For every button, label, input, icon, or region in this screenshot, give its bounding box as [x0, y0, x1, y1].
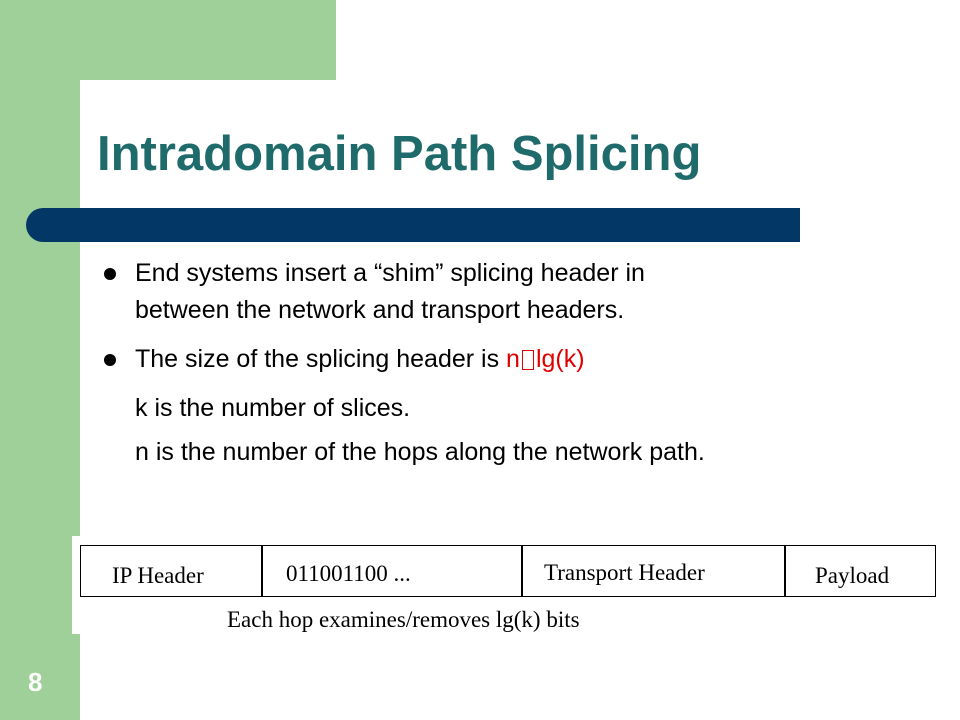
payload-cell — [785, 546, 935, 596]
title-underline-bar — [26, 208, 800, 242]
cell-label: IP Header — [112, 563, 204, 588]
splice-bits-cell — [262, 546, 521, 596]
slide-title: Intradomain Path Splicing — [97, 127, 702, 181]
diagram-left-mask — [72, 536, 80, 634]
diagram-caption: Each hop examines/removes lg(k) bits — [227, 607, 580, 632]
missing-glyph-box-icon — [522, 350, 534, 370]
bullet-line: between the network and transport headers. — [135, 296, 625, 324]
bullet-line — [135, 342, 585, 376]
cell-label: Transport Header — [544, 560, 705, 585]
bullet-dot-icon — [104, 268, 116, 280]
bullet-line: End systems insert a “shim” splicing header in — [135, 259, 645, 287]
transport-header-cell — [522, 546, 784, 596]
left-green-band — [0, 0, 80, 720]
slide-number: 8 — [28, 667, 43, 697]
top-green-block — [0, 0, 336, 80]
cell-label: 011001100 ... — [286, 561, 411, 586]
ip-header-cell — [81, 546, 261, 596]
sub-line: n is the number of the hops along the network path. — [135, 438, 705, 466]
formula-lgk: lg(k) — [535, 345, 585, 373]
bullet-prefix: The size of the splicing header is — [135, 345, 507, 373]
packet-header-diagram — [80, 545, 936, 597]
bullet-dot-icon — [104, 354, 116, 366]
formula-n: n — [506, 345, 520, 373]
formula — [506, 345, 585, 373]
cell-label: Payload — [815, 563, 890, 588]
sub-line: k is the number of slices. — [135, 394, 411, 422]
